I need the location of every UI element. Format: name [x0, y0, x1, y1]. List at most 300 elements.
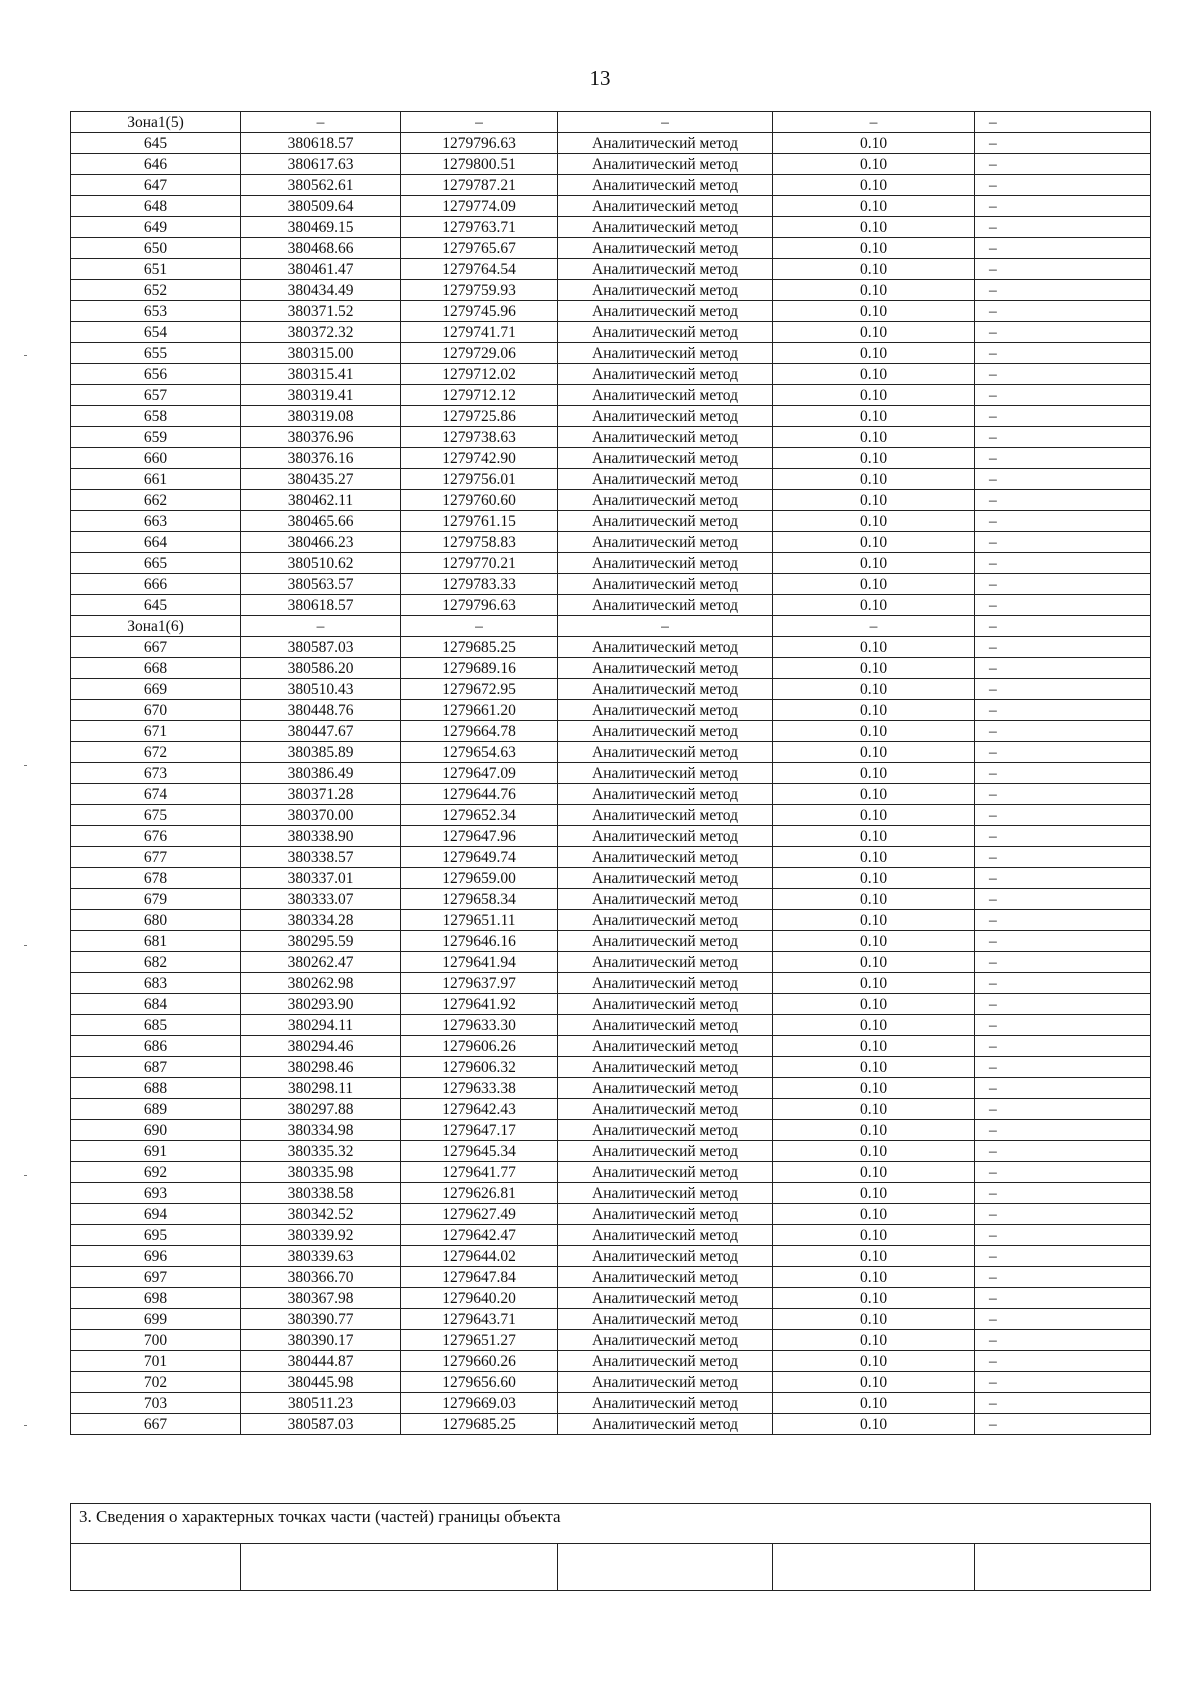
accuracy-cell: 0.10	[773, 175, 975, 196]
table-row	[71, 1288, 1151, 1309]
method-cell: Аналитический метод	[558, 259, 773, 280]
scan-mark	[24, 1425, 27, 1426]
zone-dash-cell: –	[241, 616, 401, 637]
y-coordinate-cell: 1279763.71	[401, 217, 558, 238]
table-row	[71, 1330, 1151, 1351]
table-row	[71, 1393, 1151, 1414]
point-number-cell: 652	[71, 280, 241, 301]
table-row	[71, 1267, 1151, 1288]
y-coordinate-cell: 1279660.26	[401, 1351, 558, 1372]
y-coordinate-cell: 1279640.20	[401, 1288, 558, 1309]
description-cell: –	[975, 1225, 1151, 1246]
x-coordinate-cell: 380298.11	[241, 1078, 401, 1099]
y-coordinate-cell: 1279712.12	[401, 385, 558, 406]
empty-row	[71, 1544, 1151, 1591]
description-cell: –	[975, 1015, 1151, 1036]
y-coordinate-cell: 1279664.78	[401, 721, 558, 742]
zone-dash-cell: –	[773, 616, 975, 637]
method-cell: Аналитический метод	[558, 301, 773, 322]
point-number-cell: 678	[71, 868, 241, 889]
point-number-cell: 692	[71, 1162, 241, 1183]
table-row	[71, 1246, 1151, 1267]
accuracy-cell: 0.10	[773, 994, 975, 1015]
accuracy-cell: 0.10	[773, 1246, 975, 1267]
x-coordinate-cell: 380376.16	[241, 448, 401, 469]
table-row	[71, 196, 1151, 217]
method-cell: Аналитический метод	[558, 1309, 773, 1330]
method-cell: Аналитический метод	[558, 1141, 773, 1162]
method-cell: Аналитический метод	[558, 1099, 773, 1120]
y-coordinate-cell: 1279759.93	[401, 280, 558, 301]
table-row	[71, 406, 1151, 427]
method-cell: Аналитический метод	[558, 1204, 773, 1225]
accuracy-cell: 0.10	[773, 1414, 975, 1435]
x-coordinate-cell: 380371.28	[241, 784, 401, 805]
table-row	[71, 322, 1151, 343]
y-coordinate-cell: 1279647.09	[401, 763, 558, 784]
table-row	[71, 1078, 1151, 1099]
method-cell: Аналитический метод	[558, 1414, 773, 1435]
table-row	[71, 1225, 1151, 1246]
description-cell: –	[975, 196, 1151, 217]
method-cell: Аналитический метод	[558, 385, 773, 406]
y-coordinate-cell: 1279669.03	[401, 1393, 558, 1414]
x-coordinate-cell: 380262.98	[241, 973, 401, 994]
accuracy-cell: 0.10	[773, 742, 975, 763]
description-cell: –	[975, 1036, 1151, 1057]
table-row	[71, 217, 1151, 238]
point-number-cell: 672	[71, 742, 241, 763]
table-row	[71, 238, 1151, 259]
accuracy-cell: 0.10	[773, 280, 975, 301]
table-row	[71, 889, 1151, 910]
coordinates-table	[70, 111, 1151, 1435]
point-number-cell: 700	[71, 1330, 241, 1351]
method-cell: Аналитический метод	[558, 721, 773, 742]
point-number-cell: 665	[71, 553, 241, 574]
scan-mark	[24, 1175, 27, 1176]
y-coordinate-cell: 1279689.16	[401, 658, 558, 679]
method-cell: Аналитический метод	[558, 322, 773, 343]
x-coordinate-cell: 380618.57	[241, 595, 401, 616]
point-number-cell: 647	[71, 175, 241, 196]
method-cell: Аналитический метод	[558, 574, 773, 595]
description-cell: –	[975, 301, 1151, 322]
description-cell: –	[975, 889, 1151, 910]
x-coordinate-cell: 380337.01	[241, 868, 401, 889]
description-cell: –	[975, 931, 1151, 952]
point-number-cell: 690	[71, 1120, 241, 1141]
description-cell: –	[975, 1414, 1151, 1435]
zone-dash-cell: –	[241, 112, 401, 133]
y-coordinate-cell: 1279764.54	[401, 259, 558, 280]
point-number-cell: 657	[71, 385, 241, 406]
description-cell: –	[975, 1162, 1151, 1183]
accuracy-cell: 0.10	[773, 637, 975, 658]
accuracy-cell: 0.10	[773, 1015, 975, 1036]
accuracy-cell: 0.10	[773, 406, 975, 427]
y-coordinate-cell: 1279741.71	[401, 322, 558, 343]
y-coordinate-cell: 1279774.09	[401, 196, 558, 217]
accuracy-cell: 0.10	[773, 259, 975, 280]
accuracy-cell: 0.10	[773, 1225, 975, 1246]
method-cell: Аналитический метод	[558, 784, 773, 805]
point-number-cell: 679	[71, 889, 241, 910]
description-cell: –	[975, 364, 1151, 385]
point-number-cell: 696	[71, 1246, 241, 1267]
accuracy-cell: 0.10	[773, 595, 975, 616]
method-cell: Аналитический метод	[558, 931, 773, 952]
method-cell: Аналитический метод	[558, 196, 773, 217]
zone-dash-cell: –	[401, 616, 558, 637]
accuracy-cell: 0.10	[773, 1288, 975, 1309]
x-coordinate-cell: 380386.49	[241, 763, 401, 784]
point-number-cell: 673	[71, 763, 241, 784]
accuracy-cell: 0.10	[773, 1120, 975, 1141]
x-coordinate-cell: 380338.90	[241, 826, 401, 847]
description-cell: –	[975, 1099, 1151, 1120]
table-row	[71, 259, 1151, 280]
point-number-cell: 667	[71, 1414, 241, 1435]
table-row	[71, 154, 1151, 175]
x-coordinate-cell: 380262.47	[241, 952, 401, 973]
y-coordinate-cell: 1279800.51	[401, 154, 558, 175]
x-coordinate-cell: 380295.59	[241, 931, 401, 952]
accuracy-cell: 0.10	[773, 826, 975, 847]
description-cell: –	[975, 658, 1151, 679]
y-coordinate-cell: 1279647.17	[401, 1120, 558, 1141]
method-cell: Аналитический метод	[558, 217, 773, 238]
point-number-cell: 703	[71, 1393, 241, 1414]
table-row	[71, 1204, 1151, 1225]
y-coordinate-cell: 1279637.97	[401, 973, 558, 994]
point-number-cell: 698	[71, 1288, 241, 1309]
point-number-cell: 654	[71, 322, 241, 343]
description-cell: –	[975, 154, 1151, 175]
point-number-cell: 671	[71, 721, 241, 742]
table-row	[71, 637, 1151, 658]
point-number-cell: 649	[71, 217, 241, 238]
accuracy-cell: 0.10	[773, 931, 975, 952]
description-cell: –	[975, 1309, 1151, 1330]
table-row	[71, 679, 1151, 700]
accuracy-cell: 0.10	[773, 889, 975, 910]
x-coordinate-cell: 380294.11	[241, 1015, 401, 1036]
x-coordinate-cell: 380465.66	[241, 511, 401, 532]
accuracy-cell: 0.10	[773, 868, 975, 889]
x-coordinate-cell: 380444.87	[241, 1351, 401, 1372]
description-cell: –	[975, 868, 1151, 889]
y-coordinate-cell: 1279649.74	[401, 847, 558, 868]
x-coordinate-cell: 380587.03	[241, 1414, 401, 1435]
method-cell: Аналитический метод	[558, 910, 773, 931]
x-coordinate-cell: 380339.92	[241, 1225, 401, 1246]
x-coordinate-cell: 380315.00	[241, 343, 401, 364]
point-number-cell: 699	[71, 1309, 241, 1330]
table-row	[71, 1372, 1151, 1393]
point-number-cell: 655	[71, 343, 241, 364]
x-coordinate-cell: 380319.08	[241, 406, 401, 427]
accuracy-cell: 0.10	[773, 133, 975, 154]
x-coordinate-cell: 380434.49	[241, 280, 401, 301]
method-cell: Аналитический метод	[558, 511, 773, 532]
zone-dash-cell: –	[401, 112, 558, 133]
x-coordinate-cell: 380447.67	[241, 721, 401, 742]
x-coordinate-cell: 380338.57	[241, 847, 401, 868]
zone-header-row	[71, 616, 1151, 637]
x-coordinate-cell: 380342.52	[241, 1204, 401, 1225]
accuracy-cell: 0.10	[773, 511, 975, 532]
accuracy-cell: 0.10	[773, 1036, 975, 1057]
table-row	[71, 595, 1151, 616]
description-cell: –	[975, 1288, 1151, 1309]
description-cell: –	[975, 133, 1151, 154]
table-row	[71, 364, 1151, 385]
accuracy-cell: 0.10	[773, 448, 975, 469]
description-cell: –	[975, 952, 1151, 973]
table-row	[71, 931, 1151, 952]
method-cell: Аналитический метод	[558, 889, 773, 910]
y-coordinate-cell: 1279685.25	[401, 637, 558, 658]
accuracy-cell: 0.10	[773, 1141, 975, 1162]
point-number-cell: 694	[71, 1204, 241, 1225]
y-coordinate-cell: 1279745.96	[401, 301, 558, 322]
description-cell: –	[975, 448, 1151, 469]
y-coordinate-cell: 1279652.34	[401, 805, 558, 826]
point-number-cell: 653	[71, 301, 241, 322]
x-coordinate-cell: 380466.23	[241, 532, 401, 553]
method-cell: Аналитический метод	[558, 553, 773, 574]
method-cell: Аналитический метод	[558, 1183, 773, 1204]
table-row	[71, 133, 1151, 154]
description-cell: –	[975, 259, 1151, 280]
point-number-cell: 691	[71, 1141, 241, 1162]
accuracy-cell: 0.10	[773, 1309, 975, 1330]
y-coordinate-cell: 1279765.67	[401, 238, 558, 259]
point-number-cell: 660	[71, 448, 241, 469]
description-cell: –	[975, 910, 1151, 931]
table-row	[71, 721, 1151, 742]
y-coordinate-cell: 1279646.16	[401, 931, 558, 952]
description-cell: –	[975, 1267, 1151, 1288]
empty-cell	[71, 1544, 241, 1591]
accuracy-cell: 0.10	[773, 427, 975, 448]
accuracy-cell: 0.10	[773, 1183, 975, 1204]
method-cell: Аналитический метод	[558, 952, 773, 973]
y-coordinate-cell: 1279633.38	[401, 1078, 558, 1099]
table-row	[71, 490, 1151, 511]
method-cell: Аналитический метод	[558, 1351, 773, 1372]
method-cell: Аналитический метод	[558, 1057, 773, 1078]
description-cell: –	[975, 1351, 1151, 1372]
table-row	[71, 1015, 1151, 1036]
y-coordinate-cell: 1279742.90	[401, 448, 558, 469]
accuracy-cell: 0.10	[773, 385, 975, 406]
table-row	[71, 742, 1151, 763]
accuracy-cell: 0.10	[773, 721, 975, 742]
point-number-cell: 686	[71, 1036, 241, 1057]
accuracy-cell: 0.10	[773, 532, 975, 553]
x-coordinate-cell: 380315.41	[241, 364, 401, 385]
y-coordinate-cell: 1279787.21	[401, 175, 558, 196]
x-coordinate-cell: 380376.96	[241, 427, 401, 448]
y-coordinate-cell: 1279661.20	[401, 700, 558, 721]
scan-mark	[24, 945, 27, 946]
method-cell: Аналитический метод	[558, 1372, 773, 1393]
method-cell: Аналитический метод	[558, 595, 773, 616]
method-cell: Аналитический метод	[558, 133, 773, 154]
accuracy-cell: 0.10	[773, 763, 975, 784]
method-cell: Аналитический метод	[558, 532, 773, 553]
x-coordinate-cell: 380372.32	[241, 322, 401, 343]
y-coordinate-cell: 1279641.94	[401, 952, 558, 973]
scan-mark	[24, 355, 27, 356]
x-coordinate-cell: 380339.63	[241, 1246, 401, 1267]
accuracy-cell: 0.10	[773, 217, 975, 238]
y-coordinate-cell: 1279796.63	[401, 595, 558, 616]
method-cell: Аналитический метод	[558, 679, 773, 700]
accuracy-cell: 0.10	[773, 1330, 975, 1351]
method-cell: Аналитический метод	[558, 280, 773, 301]
accuracy-cell: 0.10	[773, 343, 975, 364]
accuracy-cell: 0.10	[773, 553, 975, 574]
y-coordinate-cell: 1279641.92	[401, 994, 558, 1015]
method-cell: Аналитический метод	[558, 763, 773, 784]
accuracy-cell: 0.10	[773, 469, 975, 490]
accuracy-cell: 0.10	[773, 196, 975, 217]
x-coordinate-cell: 380469.15	[241, 217, 401, 238]
table-row	[71, 805, 1151, 826]
x-coordinate-cell: 380335.32	[241, 1141, 401, 1162]
method-cell: Аналитический метод	[558, 1288, 773, 1309]
point-number-cell: 701	[71, 1351, 241, 1372]
method-cell: Аналитический метод	[558, 868, 773, 889]
method-cell: Аналитический метод	[558, 1036, 773, 1057]
point-number-cell: 684	[71, 994, 241, 1015]
y-coordinate-cell: 1279712.02	[401, 364, 558, 385]
description-cell: –	[975, 175, 1151, 196]
x-coordinate-cell: 380618.57	[241, 133, 401, 154]
point-number-cell: 645	[71, 595, 241, 616]
description-cell: –	[975, 280, 1151, 301]
x-coordinate-cell: 380319.41	[241, 385, 401, 406]
table-row	[71, 1351, 1151, 1372]
table-row	[71, 952, 1151, 973]
y-coordinate-cell: 1279659.00	[401, 868, 558, 889]
description-cell: –	[975, 1372, 1151, 1393]
point-number-cell: 651	[71, 259, 241, 280]
point-number-cell: 668	[71, 658, 241, 679]
y-coordinate-cell: 1279658.34	[401, 889, 558, 910]
method-cell: Аналитический метод	[558, 1267, 773, 1288]
method-cell: Аналитический метод	[558, 469, 773, 490]
x-coordinate-cell: 380445.98	[241, 1372, 401, 1393]
accuracy-cell: 0.10	[773, 322, 975, 343]
accuracy-cell: 0.10	[773, 1267, 975, 1288]
y-coordinate-cell: 1279756.01	[401, 469, 558, 490]
description-cell: –	[975, 238, 1151, 259]
x-coordinate-cell: 380562.61	[241, 175, 401, 196]
accuracy-cell: 0.10	[773, 301, 975, 322]
method-cell: Аналитический метод	[558, 700, 773, 721]
y-coordinate-cell: 1279627.49	[401, 1204, 558, 1225]
y-coordinate-cell: 1279626.81	[401, 1183, 558, 1204]
description-cell: –	[975, 385, 1151, 406]
y-coordinate-cell: 1279654.63	[401, 742, 558, 763]
description-cell: –	[975, 721, 1151, 742]
description-cell: –	[975, 742, 1151, 763]
point-number-cell: 648	[71, 196, 241, 217]
x-coordinate-cell: 380435.27	[241, 469, 401, 490]
accuracy-cell: 0.10	[773, 1162, 975, 1183]
point-number-cell: 667	[71, 637, 241, 658]
y-coordinate-cell: 1279770.21	[401, 553, 558, 574]
y-coordinate-cell: 1279641.77	[401, 1162, 558, 1183]
method-cell: Аналитический метод	[558, 805, 773, 826]
x-coordinate-cell: 380510.62	[241, 553, 401, 574]
method-cell: Аналитический метод	[558, 343, 773, 364]
zone-dash-cell: –	[975, 616, 1151, 637]
x-coordinate-cell: 380367.98	[241, 1288, 401, 1309]
y-coordinate-cell: 1279729.06	[401, 343, 558, 364]
description-cell: –	[975, 1246, 1151, 1267]
table-row	[71, 1309, 1151, 1330]
point-number-cell: 689	[71, 1099, 241, 1120]
x-coordinate-cell: 380468.66	[241, 238, 401, 259]
y-coordinate-cell: 1279643.71	[401, 1309, 558, 1330]
x-coordinate-cell: 380462.11	[241, 490, 401, 511]
x-coordinate-cell: 380294.46	[241, 1036, 401, 1057]
zone-label: Зона1(6)	[71, 616, 241, 637]
zone-dash-cell: –	[558, 112, 773, 133]
zone-label: Зона1(5)	[71, 112, 241, 133]
description-cell: –	[975, 343, 1151, 364]
x-coordinate-cell: 380617.63	[241, 154, 401, 175]
x-coordinate-cell: 380509.64	[241, 196, 401, 217]
y-coordinate-cell: 1279796.63	[401, 133, 558, 154]
method-cell: Аналитический метод	[558, 1330, 773, 1351]
description-cell: –	[975, 637, 1151, 658]
description-cell: –	[975, 763, 1151, 784]
x-coordinate-cell: 380587.03	[241, 637, 401, 658]
description-cell: –	[975, 847, 1151, 868]
y-coordinate-cell: 1279651.11	[401, 910, 558, 931]
y-coordinate-cell: 1279644.76	[401, 784, 558, 805]
accuracy-cell: 0.10	[773, 1204, 975, 1225]
x-coordinate-cell: 380338.58	[241, 1183, 401, 1204]
table-row	[71, 1183, 1151, 1204]
y-coordinate-cell: 1279647.96	[401, 826, 558, 847]
y-coordinate-cell: 1279606.32	[401, 1057, 558, 1078]
point-number-cell: 670	[71, 700, 241, 721]
description-cell: –	[975, 1330, 1151, 1351]
description-cell: –	[975, 574, 1151, 595]
table-row	[71, 448, 1151, 469]
description-cell: –	[975, 511, 1151, 532]
point-number-cell: 650	[71, 238, 241, 259]
description-cell: –	[975, 1120, 1151, 1141]
table-row	[71, 868, 1151, 889]
point-number-cell: 675	[71, 805, 241, 826]
table-row	[71, 1036, 1151, 1057]
point-number-cell: 695	[71, 1225, 241, 1246]
table-row	[71, 973, 1151, 994]
description-cell: –	[975, 1393, 1151, 1414]
point-number-cell: 677	[71, 847, 241, 868]
zone-dash-cell: –	[975, 112, 1151, 133]
x-coordinate-cell: 380390.77	[241, 1309, 401, 1330]
description-cell: –	[975, 700, 1151, 721]
